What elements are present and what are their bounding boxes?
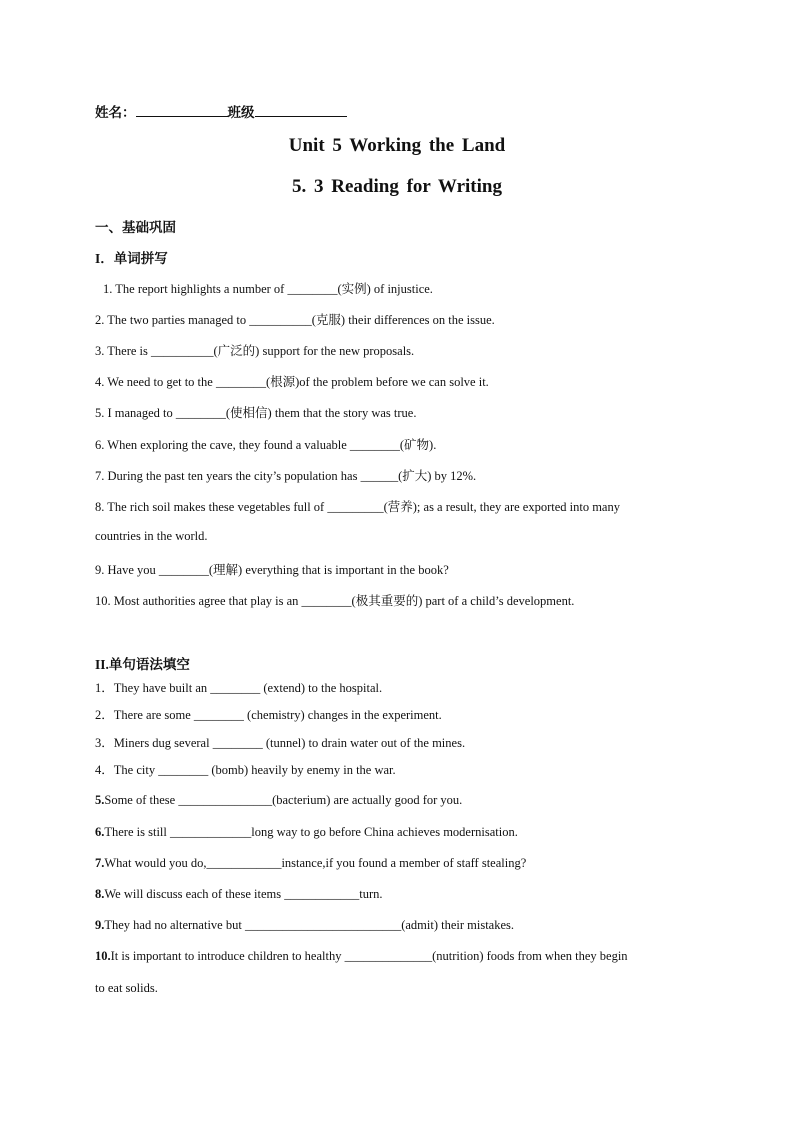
student-info-line <box>95 101 347 121</box>
part1-item-8: 8. The rich soil makes these vegetables full of _________(营养); as a result, they are exported into many <box>95 500 620 514</box>
page-title: Unit 5 Working the Land <box>288 135 506 156</box>
part1-item-1: 1. The report highlights a number of ________(实例) of injustice. <box>103 282 433 296</box>
item-number: 2． <box>95 708 114 722</box>
part2-item-3 <box>95 733 465 751</box>
part2-item-7 <box>95 856 526 871</box>
part2-title: II.单句语法填空 <box>95 657 190 672</box>
part1-item-7: 7. During the past ten years the city’s population has ______(扩大) by 12%. <box>95 469 477 483</box>
name-label: 姓名： <box>95 105 136 120</box>
part1-item-5: 5. I managed to ________(使相信) them that the story was true. <box>95 406 417 420</box>
item-text: We will discuss each of these items ____________turn. <box>104 887 383 901</box>
item-number: 6. <box>95 825 105 839</box>
item-number: 8. <box>95 887 105 901</box>
part1-item-2: 2. The two parties managed to __________(克服) their differences on the issue. <box>95 313 495 327</box>
item-text: The city ________ (bomb) heavily by enemy in the war. <box>113 763 396 777</box>
part2-item-2 <box>95 705 442 723</box>
item-number: 4． <box>95 763 114 777</box>
part2-item-10-continued <box>95 981 158 996</box>
part2-item-6 <box>95 825 518 840</box>
class-blank[interactable] <box>255 103 347 117</box>
item-text: What would you do,____________instance,if you found a member of staff stealing? <box>104 856 527 870</box>
item-text: It is important to introduce children to healthy ______________(nutrition) foods from when they begin <box>110 949 628 963</box>
item-number: 5. <box>95 793 105 807</box>
item-text: There is still _____________long way to go before China achieves modernisation. <box>104 825 518 839</box>
section-basics-title: 一、基础巩固 <box>95 220 176 235</box>
item-text: Miners dug several ________ (tunnel) to drain water out of the mines. <box>113 736 466 750</box>
item-number: 9. <box>95 918 105 932</box>
item-text: to eat solids. <box>95 981 158 995</box>
item-number: 1． <box>95 681 114 695</box>
part1-item-4: 4. We need to get to the ________(根源)of the problem before we can solve it. <box>95 375 489 389</box>
part2-item-5 <box>95 793 462 808</box>
item-number: 3． <box>95 736 114 750</box>
name-blank[interactable] <box>136 103 228 117</box>
part1-item-8-continued: countries in the world. <box>95 529 208 543</box>
part1-item-6: 6. When exploring the cave, they found a valuable ________(矿物). <box>95 438 437 452</box>
part1-item-9: 9. Have you ________(理解) everything that is important in the book? <box>95 563 449 577</box>
item-text: They have built an ________ (extend) to the hospital. <box>113 681 383 695</box>
part2-item-9 <box>95 918 514 933</box>
item-text: Some of these _______________(bacterium) are actually good for you. <box>104 793 463 807</box>
part1-item-10: 10. Most authorities agree that play is an ________(极其重要的) part of a child’s development. <box>95 594 575 608</box>
part2-item-4 <box>95 760 396 778</box>
item-text: There are some ________ (chemistry) changes in the experiment. <box>113 708 442 722</box>
item-number: 7. <box>95 856 105 870</box>
part2-item-10 <box>95 949 628 964</box>
part1-title: I．单词拼写 <box>95 251 168 266</box>
page-subtitle: 5. 3 Reading for Writing <box>292 176 502 197</box>
item-number: 10. <box>95 949 111 963</box>
part2-item-1 <box>95 678 382 696</box>
item-text: They had no alternative but _________________________(admit) their mistakes. <box>104 918 515 932</box>
class-label: 班级 <box>227 105 255 120</box>
part2-item-8 <box>95 887 383 902</box>
part1-item-3: 3. There is __________(广泛的) support for the new proposals. <box>95 344 415 358</box>
